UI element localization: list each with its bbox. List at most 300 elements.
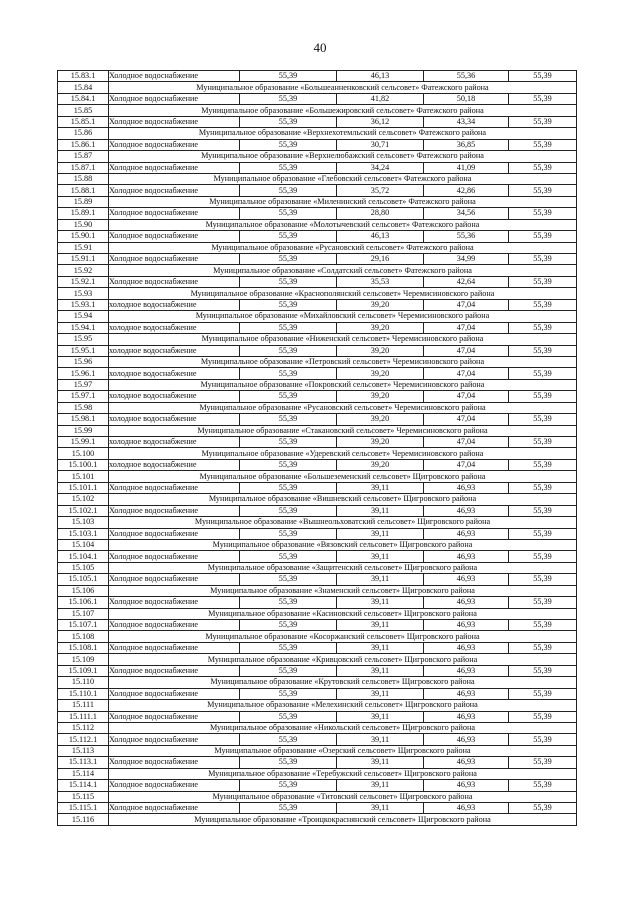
row-number: 15.85 — [58, 105, 109, 116]
municipality-name: Муниципальное образование «Петровский сельсовет» Черемисиновского района — [109, 356, 577, 367]
value-cell-2: 39,11 — [337, 574, 424, 585]
value-cell-2: 28,80 — [337, 208, 424, 219]
value-cell-1: 55,39 — [240, 437, 337, 448]
municipality-header-row — [58, 105, 577, 116]
municipality-name: Муниципальное образование «Краснополянский сельсовет» Черемисиновского района — [109, 288, 577, 299]
row-number: 15.97 — [58, 379, 109, 390]
value-cell-4: 55,39 — [509, 437, 577, 448]
value-cell-1: 55,39 — [240, 322, 337, 333]
municipality-header-row — [58, 128, 577, 139]
municipality-header-row — [58, 82, 577, 93]
row-number: 15.88 — [58, 173, 109, 184]
value-cell-1: 55,39 — [240, 162, 337, 173]
value-cell-4: 55,39 — [509, 505, 577, 516]
row-number: 15.104 — [58, 539, 109, 550]
municipality-header-row — [58, 608, 577, 619]
value-cell-2: 46,13 — [337, 71, 424, 82]
value-cell-1: 55,39 — [240, 254, 337, 265]
municipality-header-row — [58, 791, 577, 802]
value-cell-4: 55,39 — [509, 711, 577, 722]
value-cell-1: 55,39 — [240, 574, 337, 585]
municipality-name: Муниципальное образование «Большежировский сельсовет» Фатежского района — [109, 105, 577, 116]
value-cell-1: 55,39 — [240, 93, 337, 104]
value-cell-2: 39,11 — [337, 551, 424, 562]
row-number: 15.108.1 — [58, 642, 109, 653]
row-number: 15.90 — [58, 219, 109, 230]
table-row — [58, 482, 577, 493]
value-cell-1: 55,39 — [240, 642, 337, 653]
value-cell-4: 55,39 — [509, 322, 577, 333]
table-row — [58, 208, 577, 219]
row-number: 15.96.1 — [58, 368, 109, 379]
value-cell-2: 34,24 — [337, 162, 424, 173]
municipality-name: Муниципальное образование «Михайловский сельсовет» Черемисиновского района — [109, 311, 577, 322]
value-cell-4: 55,39 — [509, 528, 577, 539]
municipality-name: Муниципальное образование «Титовский сельсовет» Щигровского района — [109, 791, 577, 802]
row-number: 15.113.1 — [58, 757, 109, 768]
row-number: 15.110.1 — [58, 688, 109, 699]
table-row — [58, 391, 577, 402]
row-number: 15.95.1 — [58, 345, 109, 356]
value-cell-1: 55,39 — [240, 757, 337, 768]
value-cell-1: 55,39 — [240, 780, 337, 791]
value-cell-2: 39,11 — [337, 482, 424, 493]
row-number: 15.99.1 — [58, 437, 109, 448]
value-cell-2: 39,11 — [337, 734, 424, 745]
table-row — [58, 162, 577, 173]
table-row — [58, 711, 577, 722]
municipality-header-row — [58, 517, 577, 528]
row-number: 15.92.1 — [58, 276, 109, 287]
value-cell-4: 55,39 — [509, 391, 577, 402]
municipality-header-row — [58, 311, 577, 322]
table-row — [58, 437, 577, 448]
municipality-name: Муниципальное образование «Касиновский сельсовет» Щигровского района — [109, 608, 577, 619]
service-label: холодное водоснабжение — [109, 322, 240, 333]
municipality-header-row — [58, 722, 577, 733]
row-number: 15.115.1 — [58, 803, 109, 814]
value-cell-1: 55,39 — [240, 231, 337, 242]
value-cell-3: 42,64 — [424, 276, 509, 287]
value-cell-2: 39,20 — [337, 368, 424, 379]
municipality-header-row — [58, 745, 577, 756]
row-number: 15.101 — [58, 471, 109, 482]
value-cell-3: 55,36 — [424, 71, 509, 82]
service-label: Холодное водоснабжение — [109, 505, 240, 516]
row-number: 15.88.1 — [58, 185, 109, 196]
table-row — [58, 459, 577, 470]
municipality-name: Муниципальное образование «Миленинский сельсовет» Фатежского района — [109, 196, 577, 207]
value-cell-3: 46,93 — [424, 574, 509, 585]
value-cell-4: 55,39 — [509, 551, 577, 562]
municipality-name: Муниципальное образование «Вышнеольховатский сельсовет» Щигровского района — [109, 517, 577, 528]
municipality-header-row — [58, 700, 577, 711]
row-number: 15.89 — [58, 196, 109, 207]
service-label: Холодное водоснабжение — [109, 711, 240, 722]
municipality-header-row — [58, 677, 577, 688]
table-row — [58, 597, 577, 608]
row-number: 15.104.1 — [58, 551, 109, 562]
municipality-header-row — [58, 151, 577, 162]
service-label: Холодное водоснабжение — [109, 780, 240, 791]
value-cell-2: 41,82 — [337, 93, 424, 104]
value-cell-3: 36,85 — [424, 139, 509, 150]
value-cell-1: 55,39 — [240, 276, 337, 287]
value-cell-3: 46,93 — [424, 665, 509, 676]
row-number: 15.85.1 — [58, 116, 109, 127]
row-number: 15.94 — [58, 311, 109, 322]
value-cell-4: 55,39 — [509, 116, 577, 127]
table-row — [58, 414, 577, 425]
value-cell-1: 55,39 — [240, 665, 337, 676]
value-cell-4: 55,39 — [509, 780, 577, 791]
value-cell-4: 55,39 — [509, 482, 577, 493]
tariff-table-body — [58, 71, 577, 826]
row-number: 15.112.1 — [58, 734, 109, 745]
row-number: 15.102.1 — [58, 505, 109, 516]
municipality-name: Муниципальное образование «Молотычевский сельсовет» Фатежского района — [109, 219, 577, 230]
municipality-name: Муниципальное образование «Верхнехотемльский сельсовет» Фатежского района — [109, 128, 577, 139]
row-number: 15.87.1 — [58, 162, 109, 173]
table-row — [58, 139, 577, 150]
value-cell-4: 55,39 — [509, 139, 577, 150]
table-row — [58, 665, 577, 676]
municipality-name: Муниципальное образование «Вязовский сельсовет» Щигровского района — [109, 539, 577, 550]
row-number: 15.95 — [58, 334, 109, 345]
value-cell-3: 47,04 — [424, 345, 509, 356]
municipality-name: Муниципальное образование «Вишневский сельсовет» Щигровского района — [109, 494, 577, 505]
service-label: холодное водоснабжение — [109, 299, 240, 310]
municipality-name: Муниципальное образование «Солдатский сельсовет» Фатежского района — [109, 265, 577, 276]
value-cell-2: 39,11 — [337, 757, 424, 768]
value-cell-3: 46,93 — [424, 597, 509, 608]
page-number: 40 — [313, 40, 327, 55]
municipality-name: Муниципальное образование «Кривцовский сельсовет» Щигровского района — [109, 654, 577, 665]
value-cell-1: 55,39 — [240, 505, 337, 516]
service-label: Холодное водоснабжение — [109, 482, 240, 493]
value-cell-2: 39,20 — [337, 459, 424, 470]
value-cell-1: 55,39 — [240, 803, 337, 814]
value-cell-4: 55,39 — [509, 254, 577, 265]
service-label: Холодное водоснабжение — [109, 734, 240, 745]
value-cell-4: 55,39 — [509, 93, 577, 104]
value-cell-1: 55,39 — [240, 391, 337, 402]
value-cell-4: 55,39 — [509, 276, 577, 287]
value-cell-4: 55,39 — [509, 299, 577, 310]
value-cell-1: 55,39 — [240, 688, 337, 699]
service-label: Холодное водоснабжение — [109, 231, 240, 242]
municipality-name: Муниципальное образование «Озерский сельсовет» Щигровского района — [109, 745, 577, 756]
municipality-header-row — [58, 654, 577, 665]
value-cell-3: 46,93 — [424, 620, 509, 631]
municipality-name: Муниципальное образование «Стакановский сельсовет» Черемисиновского района — [109, 425, 577, 436]
row-number: 15.113 — [58, 745, 109, 756]
service-label: Холодное водоснабжение — [109, 620, 240, 631]
value-cell-4: 55,39 — [509, 368, 577, 379]
row-number: 15.91.1 — [58, 254, 109, 265]
municipality-name: Муниципальное образование «Удеревский сельсовет» Черемисиновского района — [109, 448, 577, 459]
value-cell-4: 55,39 — [509, 803, 577, 814]
row-number: 15.93 — [58, 288, 109, 299]
value-cell-4: 55,39 — [509, 688, 577, 699]
row-number: 15.102 — [58, 494, 109, 505]
value-cell-4: 55,39 — [509, 734, 577, 745]
row-number: 15.108 — [58, 631, 109, 642]
row-number: 15.99 — [58, 425, 109, 436]
value-cell-4: 55,39 — [509, 597, 577, 608]
value-cell-3: 46,93 — [424, 528, 509, 539]
value-cell-3: 43,34 — [424, 116, 509, 127]
value-cell-1: 55,39 — [240, 414, 337, 425]
value-cell-4: 55,39 — [509, 574, 577, 585]
municipality-name: Муниципальное образование «Никольский сельсовет» Щигровского района — [109, 722, 577, 733]
value-cell-4: 55,39 — [509, 231, 577, 242]
value-cell-2: 46,13 — [337, 231, 424, 242]
row-number: 15.94.1 — [58, 322, 109, 333]
row-number: 15.90.1 — [58, 231, 109, 242]
table-row — [58, 254, 577, 265]
value-cell-1: 55,39 — [240, 734, 337, 745]
value-cell-1: 55,39 — [240, 482, 337, 493]
value-cell-4: 55,39 — [509, 459, 577, 470]
municipality-header-row — [58, 173, 577, 184]
row-number: 15.86.1 — [58, 139, 109, 150]
row-number: 15.115 — [58, 791, 109, 802]
value-cell-3: 46,93 — [424, 734, 509, 745]
table-row — [58, 345, 577, 356]
row-number: 15.83.1 — [58, 71, 109, 82]
value-cell-4: 55,39 — [509, 757, 577, 768]
table-row — [58, 780, 577, 791]
row-number: 15.91 — [58, 242, 109, 253]
value-cell-1: 55,39 — [240, 71, 337, 82]
municipality-name: Муниципальное образование «Крутовский сельсовет» Щигровского района — [109, 677, 577, 688]
service-label: Холодное водоснабжение — [109, 688, 240, 699]
municipality-header-row — [58, 768, 577, 779]
municipality-name: Муниципальное образование «Троицкокраснянский сельсовет» Щигровского района — [109, 814, 577, 825]
value-cell-2: 39,11 — [337, 780, 424, 791]
value-cell-2: 39,20 — [337, 299, 424, 310]
municipality-name: Муниципальное образование «Большеземенский сельсовет» Щигровского района — [109, 471, 577, 482]
value-cell-3: 46,93 — [424, 505, 509, 516]
value-cell-2: 39,20 — [337, 345, 424, 356]
value-cell-1: 55,39 — [240, 528, 337, 539]
table-row — [58, 368, 577, 379]
value-cell-2: 39,20 — [337, 437, 424, 448]
municipality-header-row — [58, 288, 577, 299]
service-label: холодное водоснабжение — [109, 368, 240, 379]
service-label: Холодное водоснабжение — [109, 93, 240, 104]
value-cell-3: 46,93 — [424, 711, 509, 722]
value-cell-3: 47,04 — [424, 299, 509, 310]
service-label: Холодное водоснабжение — [109, 597, 240, 608]
value-cell-1: 55,39 — [240, 620, 337, 631]
row-number: 15.92 — [58, 265, 109, 276]
row-number: 15.111 — [58, 700, 109, 711]
table-row — [58, 322, 577, 333]
service-label: Холодное водоснабжение — [109, 116, 240, 127]
municipality-name: Муниципальное образование «Ниженский сельсовет» Черемисиновского района — [109, 334, 577, 345]
row-number: 15.114.1 — [58, 780, 109, 791]
row-number: 15.106 — [58, 585, 109, 596]
table-row — [58, 574, 577, 585]
table-row — [58, 757, 577, 768]
value-cell-3: 47,04 — [424, 368, 509, 379]
service-label: холодное водоснабжение — [109, 345, 240, 356]
value-cell-2: 39,11 — [337, 642, 424, 653]
value-cell-3: 46,93 — [424, 780, 509, 791]
row-number: 15.109 — [58, 654, 109, 665]
value-cell-3: 47,04 — [424, 322, 509, 333]
value-cell-1: 55,39 — [240, 711, 337, 722]
table-row — [58, 93, 577, 104]
value-cell-1: 55,39 — [240, 185, 337, 196]
value-cell-3: 41,09 — [424, 162, 509, 173]
service-label: Холодное водоснабжение — [109, 757, 240, 768]
value-cell-4: 55,39 — [509, 345, 577, 356]
municipality-name: Муниципальное образование «Русановский сельсовет» Черемисиновского района — [109, 402, 577, 413]
service-label: Холодное водоснабжение — [109, 139, 240, 150]
service-label: Холодное водоснабжение — [109, 276, 240, 287]
service-label: холодное водоснабжение — [109, 459, 240, 470]
service-label: Холодное водоснабжение — [109, 551, 240, 562]
row-number: 15.114 — [58, 768, 109, 779]
value-cell-3: 42,86 — [424, 185, 509, 196]
value-cell-3: 47,04 — [424, 391, 509, 402]
municipality-name: Муниципальное образование «Большеанненковский сельсовет» Фатежского района — [109, 82, 577, 93]
row-number: 15.105 — [58, 562, 109, 573]
row-number: 15.98 — [58, 402, 109, 413]
table-row — [58, 688, 577, 699]
service-label: Холодное водоснабжение — [109, 71, 240, 82]
value-cell-3: 50,18 — [424, 93, 509, 104]
row-number: 15.100 — [58, 448, 109, 459]
municipality-header-row — [58, 631, 577, 642]
municipality-name: Муниципальное образование «Верхнелюбажский сельсовет» Фатежского района — [109, 151, 577, 162]
row-number: 15.89.1 — [58, 208, 109, 219]
table-row — [58, 231, 577, 242]
table-row — [58, 505, 577, 516]
service-label: Холодное водоснабжение — [109, 162, 240, 173]
municipality-name: Муниципальное образование «Защитенский сельсовет» Щигровского района — [109, 562, 577, 573]
municipality-header-row — [58, 402, 577, 413]
value-cell-1: 55,39 — [240, 116, 337, 127]
row-number: 15.103.1 — [58, 528, 109, 539]
value-cell-2: 39,11 — [337, 597, 424, 608]
municipality-header-row — [58, 379, 577, 390]
value-cell-2: 39,11 — [337, 620, 424, 631]
value-cell-3: 46,93 — [424, 757, 509, 768]
municipality-header-row — [58, 265, 577, 276]
value-cell-2: 29,16 — [337, 254, 424, 265]
row-number: 15.112 — [58, 722, 109, 733]
value-cell-4: 55,39 — [509, 185, 577, 196]
municipality-header-row — [58, 219, 577, 230]
table-row — [58, 299, 577, 310]
table-row — [58, 734, 577, 745]
row-number: 15.101.1 — [58, 482, 109, 493]
municipality-header-row — [58, 539, 577, 550]
value-cell-4: 55,39 — [509, 162, 577, 173]
value-cell-3: 34,99 — [424, 254, 509, 265]
row-number: 15.96 — [58, 356, 109, 367]
value-cell-4: 55,39 — [509, 665, 577, 676]
value-cell-3: 46,93 — [424, 482, 509, 493]
service-label: Холодное водоснабжение — [109, 208, 240, 219]
row-number: 15.103 — [58, 517, 109, 528]
value-cell-4: 55,39 — [509, 642, 577, 653]
value-cell-2: 39,11 — [337, 711, 424, 722]
service-label: холодное водоснабжение — [109, 437, 240, 448]
municipality-header-row — [58, 334, 577, 345]
service-label: Холодное водоснабжение — [109, 528, 240, 539]
municipality-name: Муниципальное образование «Знаменский сельсовет» Щигровского района — [109, 585, 577, 596]
value-cell-2: 35,72 — [337, 185, 424, 196]
row-number: 15.93.1 — [58, 299, 109, 310]
municipality-name: Муниципальное образование «Косоржанский сельсовет» Щигровского района — [109, 631, 577, 642]
table-row — [58, 116, 577, 127]
value-cell-1: 55,39 — [240, 597, 337, 608]
value-cell-3: 47,04 — [424, 459, 509, 470]
value-cell-2: 39,11 — [337, 505, 424, 516]
service-label: Холодное водоснабжение — [109, 665, 240, 676]
value-cell-1: 55,39 — [240, 345, 337, 356]
row-number: 15.110 — [58, 677, 109, 688]
municipality-name: Муниципальное образование «Русановский сельсовет» Фатежского района — [109, 242, 577, 253]
row-number: 15.84.1 — [58, 93, 109, 104]
service-label: холодное водоснабжение — [109, 414, 240, 425]
municipality-name: Муниципальное образование «Теребужский сельсовет» Щигровского района — [109, 768, 577, 779]
table-row — [58, 276, 577, 287]
municipality-header-row — [58, 356, 577, 367]
service-label: Холодное водоснабжение — [109, 185, 240, 196]
value-cell-2: 39,11 — [337, 528, 424, 539]
table-row — [58, 620, 577, 631]
row-number: 15.106.1 — [58, 597, 109, 608]
municipality-header-row — [58, 196, 577, 207]
value-cell-3: 46,93 — [424, 688, 509, 699]
value-cell-3: 46,93 — [424, 642, 509, 653]
row-number: 15.97.1 — [58, 391, 109, 402]
row-number: 15.87 — [58, 151, 109, 162]
municipality-header-row — [58, 494, 577, 505]
municipality-name: Муниципальное образование «Глебовский сельсовет» Фатежского района — [109, 173, 577, 184]
table-row — [58, 71, 577, 82]
value-cell-2: 39,20 — [337, 391, 424, 402]
municipality-header-row — [58, 585, 577, 596]
value-cell-3: 46,93 — [424, 803, 509, 814]
value-cell-4: 55,39 — [509, 620, 577, 631]
table-row — [58, 528, 577, 539]
service-label: Холодное водоснабжение — [109, 574, 240, 585]
service-label: Холодное водоснабжение — [109, 642, 240, 653]
municipality-name: Муниципальное образование «Покровский сельсовет» Черемисиновского района — [109, 379, 577, 390]
municipality-header-row — [58, 562, 577, 573]
value-cell-1: 55,39 — [240, 299, 337, 310]
municipality-name: Муниципальное образование «Мелехинский сельсовет» Щигровского района — [109, 700, 577, 711]
municipality-header-row — [58, 448, 577, 459]
row-number: 15.111.1 — [58, 711, 109, 722]
row-number: 15.84 — [58, 82, 109, 93]
table-row — [58, 642, 577, 653]
value-cell-2: 39,20 — [337, 414, 424, 425]
value-cell-1: 55,39 — [240, 208, 337, 219]
row-number: 15.98.1 — [58, 414, 109, 425]
municipality-header-row — [58, 242, 577, 253]
row-number: 15.107.1 — [58, 620, 109, 631]
value-cell-4: 55,39 — [509, 208, 577, 219]
value-cell-2: 35,53 — [337, 276, 424, 287]
